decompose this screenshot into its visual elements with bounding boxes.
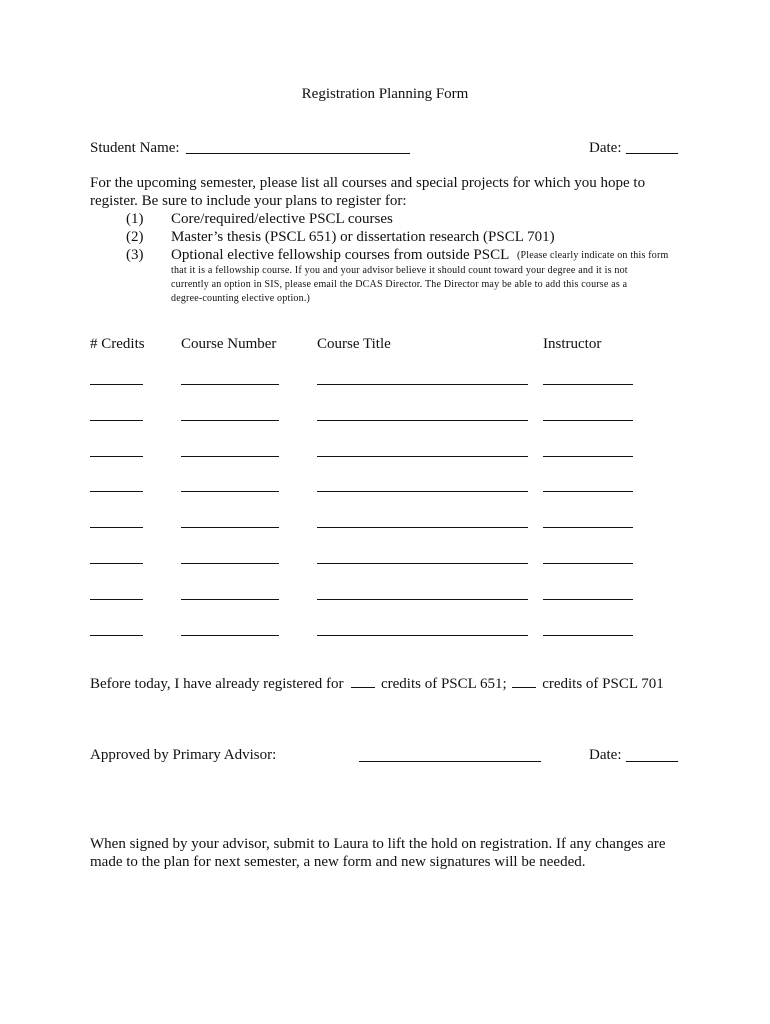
- instructor-field[interactable]: [543, 456, 633, 457]
- intro-line-2: register. Be sure to include your plans to register for:: [90, 193, 407, 209]
- course-title-field[interactable]: [317, 563, 528, 564]
- list-item-number: (2): [126, 229, 144, 245]
- instructor-field[interactable]: [543, 527, 633, 528]
- credits-field[interactable]: [90, 456, 143, 457]
- already-registered-mid: credits of PSCL 651;: [380, 676, 507, 692]
- credits-field[interactable]: [90, 420, 143, 421]
- course-title-field[interactable]: [317, 456, 528, 457]
- credits-field[interactable]: [90, 491, 143, 492]
- column-header-course-number: Course Number: [181, 336, 277, 352]
- course-title-field[interactable]: [317, 384, 528, 385]
- instructor-field[interactable]: [543, 635, 633, 636]
- date-label: Date:: [589, 140, 622, 156]
- already-registered-suffix: credits of PSCL 701: [542, 676, 664, 692]
- credits-field[interactable]: [90, 563, 143, 564]
- credits-field[interactable]: [90, 635, 143, 636]
- approved-by-label: Approved by Primary Advisor:: [90, 747, 277, 763]
- list-item-text: Optional elective fellowship courses from outside PSCL: [171, 247, 510, 263]
- course-number-field[interactable]: [181, 635, 279, 636]
- already-registered-prefix: Before today, I have already registered for: [90, 676, 344, 692]
- student-name-label: Student Name:: [90, 140, 180, 156]
- instructor-field[interactable]: [543, 420, 633, 421]
- fellowship-note-line: that it is a fellowship course. If you and your advisor believe it should count toward your degree and it is not: [171, 265, 628, 276]
- approval-date-field[interactable]: [626, 761, 678, 762]
- advisor-signature-field[interactable]: [359, 761, 541, 762]
- course-number-field[interactable]: [181, 599, 279, 600]
- course-title-field[interactable]: [317, 420, 528, 421]
- date-field[interactable]: [626, 153, 678, 154]
- student-name-field[interactable]: [186, 153, 410, 154]
- closing-line-2: made to the plan for next semester, a new form and new signatures will be needed.: [90, 854, 586, 870]
- column-header-course-title: Course Title: [317, 336, 391, 352]
- course-number-field[interactable]: [181, 527, 279, 528]
- list-item-text: Master’s thesis (PSCL 651) or dissertation research (PSCL 701): [171, 229, 555, 245]
- course-title-field[interactable]: [317, 635, 528, 636]
- fellowship-note-line: degree-counting elective option.): [171, 293, 311, 304]
- closing-line-1: When signed by your advisor, submit to Laura to lift the hold on registration. If any changes are: [90, 836, 666, 852]
- instructor-field[interactable]: [543, 599, 633, 600]
- approval-date-label: Date:: [589, 747, 622, 763]
- already-registered-line: [90, 675, 664, 693]
- column-header-instructor: Instructor: [543, 336, 602, 352]
- list-item-number: (1): [126, 211, 144, 227]
- instructor-field[interactable]: [543, 563, 633, 564]
- list-item-number: (3): [126, 247, 144, 263]
- course-number-field[interactable]: [181, 420, 279, 421]
- form-title: Registration Planning Form: [301, 86, 469, 102]
- course-title-field[interactable]: [317, 491, 528, 492]
- pscl-651-credits-field[interactable]: [351, 675, 375, 688]
- fellowship-note-start: (Please clearly indicate on this form: [517, 250, 669, 261]
- pscl-701-credits-field[interactable]: [512, 675, 536, 688]
- course-number-field[interactable]: [181, 563, 279, 564]
- course-number-field[interactable]: [181, 384, 279, 385]
- list-item-text: Core/required/elective PSCL courses: [171, 211, 393, 227]
- fellowship-note-line: currently an option in SIS, please email the DCAS Director. The Director may be able to add this course as a: [171, 279, 628, 290]
- course-title-field[interactable]: [317, 599, 528, 600]
- credits-field[interactable]: [90, 599, 143, 600]
- column-header-credits: # Credits: [90, 336, 145, 352]
- course-title-field[interactable]: [317, 527, 528, 528]
- instructor-field[interactable]: [543, 384, 633, 385]
- intro-line-1: For the upcoming semester, please list all courses and special projects for which you hope to: [90, 175, 646, 191]
- credits-field[interactable]: [90, 384, 143, 385]
- credits-field[interactable]: [90, 527, 143, 528]
- course-number-field[interactable]: [181, 491, 279, 492]
- course-number-field[interactable]: [181, 456, 279, 457]
- instructor-field[interactable]: [543, 491, 633, 492]
